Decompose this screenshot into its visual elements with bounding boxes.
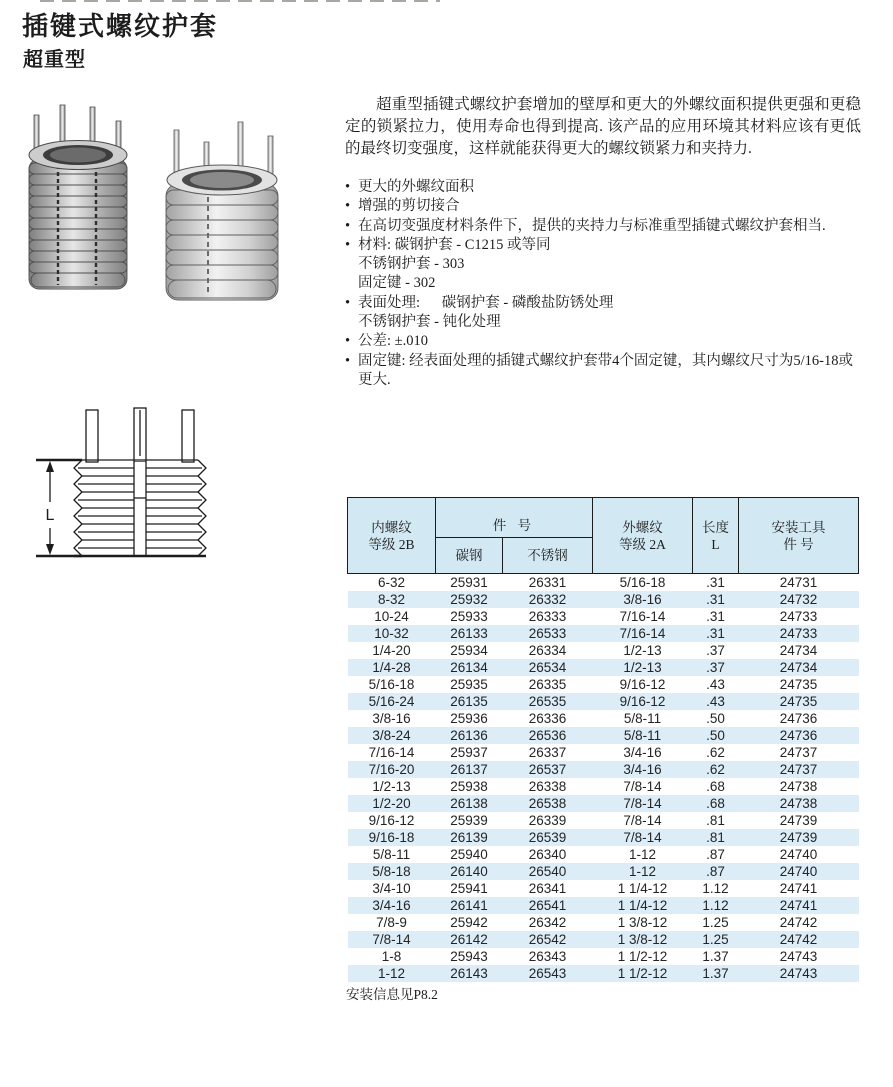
cell-length: 1.25 bbox=[702, 915, 729, 930]
cell-length: .31 bbox=[706, 592, 725, 607]
table-row bbox=[348, 625, 859, 642]
feature-line bbox=[345, 217, 865, 236]
cell-carbon-part: 25938 bbox=[450, 779, 488, 794]
cell-carbon-part: 26136 bbox=[450, 728, 488, 743]
cell-internal-thread: 7/8-14 bbox=[372, 932, 411, 947]
cell-external-thread: 9/16-12 bbox=[619, 694, 666, 709]
cell-external-thread: 5/8-11 bbox=[623, 711, 662, 726]
table-row bbox=[348, 574, 859, 592]
cell-length: .50 bbox=[706, 711, 725, 726]
dimension-label: L bbox=[45, 507, 55, 524]
cell-tool-part: 24740 bbox=[779, 864, 818, 879]
table-row bbox=[348, 880, 859, 897]
cell-external-thread: 5/8-11 bbox=[623, 728, 662, 743]
table-row bbox=[348, 744, 859, 761]
cell-external-thread: 1 1/4-12 bbox=[617, 898, 668, 913]
cell-tool-part: 24731 bbox=[779, 575, 818, 590]
header-external-line2: 等级 2A bbox=[619, 536, 666, 552]
cell-external-thread: 7/16-14 bbox=[619, 609, 666, 624]
cell-carbon-part: 26135 bbox=[450, 694, 488, 709]
cell-carbon-part: 25937 bbox=[450, 745, 488, 760]
cell-tool-part: 24741 bbox=[779, 881, 818, 896]
cell-external-thread: 3/4-16 bbox=[623, 745, 662, 760]
cell-stainless-part: 26342 bbox=[528, 915, 567, 930]
header-carbon-steel: 碳钢 bbox=[436, 538, 503, 574]
cell-external-thread: 3/8-16 bbox=[623, 592, 662, 607]
cell-length: .37 bbox=[706, 643, 725, 658]
insert-photo-dark bbox=[22, 103, 134, 297]
cell-external-thread: 7/16-14 bbox=[619, 626, 666, 641]
table-row bbox=[348, 965, 859, 982]
feature-line bbox=[345, 274, 865, 293]
cell-external-thread: 1 1/2-12 bbox=[617, 949, 668, 964]
cell-external-thread: 7/8-14 bbox=[623, 796, 662, 811]
cell-carbon-part: 25943 bbox=[450, 949, 488, 964]
table-row bbox=[348, 608, 859, 625]
cell-stainless-part: 26334 bbox=[528, 643, 567, 658]
cell-stainless-part: 26343 bbox=[528, 949, 567, 964]
cell-internal-thread: 10-32 bbox=[374, 626, 409, 641]
cell-tool-part: 24739 bbox=[779, 830, 818, 845]
cell-external-thread: 3/4-16 bbox=[623, 762, 662, 777]
table-row bbox=[348, 710, 859, 727]
table-row bbox=[348, 642, 859, 659]
cell-carbon-part: 25941 bbox=[450, 881, 488, 896]
cell-external-thread: 1 3/8-12 bbox=[617, 932, 668, 947]
cell-carbon-part: 25939 bbox=[450, 813, 488, 828]
cell-internal-thread: 5/16-18 bbox=[368, 677, 415, 692]
header-length-line1: 长度 bbox=[702, 519, 729, 535]
cell-length: .68 bbox=[706, 779, 725, 794]
table-row bbox=[348, 693, 859, 710]
header-stainless-steel: 不锈钢 bbox=[503, 538, 593, 574]
bullet-marker: • bbox=[345, 179, 351, 195]
cell-stainless-part: 26336 bbox=[528, 711, 567, 726]
cell-length: .43 bbox=[706, 677, 725, 692]
bullet-marker bbox=[345, 371, 358, 390]
cell-length: .81 bbox=[706, 830, 725, 845]
cell-stainless-part: 26541 bbox=[528, 898, 567, 913]
header-install-tool bbox=[739, 498, 859, 574]
cell-length: 1.12 bbox=[702, 898, 729, 913]
cell-internal-thread: 3/8-16 bbox=[372, 711, 411, 726]
feature-line bbox=[345, 294, 865, 313]
feature-text: 材料: 碳钢护套 - C1215 或等同 bbox=[358, 236, 551, 253]
feature-text: 不锈钢护套 - 303 bbox=[358, 256, 465, 273]
header-length bbox=[693, 498, 739, 574]
cell-length: 1.25 bbox=[702, 932, 729, 947]
cell-carbon-part: 25932 bbox=[450, 592, 488, 607]
header-internal-line1: 内螺纹 bbox=[371, 519, 412, 535]
cell-tool-part: 24743 bbox=[779, 949, 818, 964]
cell-tool-part: 24738 bbox=[779, 796, 818, 811]
cell-stainless-part: 26539 bbox=[528, 830, 567, 845]
cell-external-thread: 9/16-12 bbox=[619, 677, 666, 692]
feature-line bbox=[345, 313, 865, 332]
cell-length: .31 bbox=[706, 626, 725, 641]
cell-carbon-part: 25935 bbox=[450, 677, 488, 692]
table-row bbox=[348, 914, 859, 931]
cell-external-thread: 1 1/2-12 bbox=[617, 966, 668, 981]
cell-internal-thread: 1/4-20 bbox=[372, 643, 411, 658]
feature-line bbox=[345, 371, 865, 390]
cell-carbon-part: 25936 bbox=[450, 711, 488, 726]
cell-internal-thread: 1-12 bbox=[377, 966, 406, 981]
cell-internal-thread: 3/4-10 bbox=[372, 881, 411, 896]
cell-length: .87 bbox=[706, 864, 725, 879]
bullet-marker: • bbox=[345, 352, 351, 369]
cell-length: .87 bbox=[706, 847, 725, 862]
cell-carbon-part: 26134 bbox=[450, 660, 488, 675]
cell-carbon-part: 25931 bbox=[450, 575, 488, 590]
cell-stainless-part: 26543 bbox=[528, 966, 567, 981]
cell-carbon-part: 26142 bbox=[450, 932, 488, 947]
cell-length: 1.12 bbox=[702, 881, 729, 896]
table-row bbox=[348, 829, 859, 846]
cell-external-thread: 1-12 bbox=[628, 847, 657, 862]
feature-text: 公差: ±.010 bbox=[358, 333, 428, 350]
cell-tool-part: 24743 bbox=[779, 966, 818, 981]
cell-carbon-part: 25933 bbox=[450, 609, 488, 624]
cell-external-thread: 1 1/4-12 bbox=[617, 881, 668, 896]
table-row bbox=[348, 795, 859, 812]
cell-tool-part: 24732 bbox=[779, 592, 818, 607]
feature-line bbox=[345, 255, 865, 274]
cell-carbon-part: 25940 bbox=[450, 847, 488, 862]
feature-list bbox=[345, 178, 865, 390]
cell-external-thread: 1-12 bbox=[628, 864, 657, 879]
cell-length: 1.37 bbox=[702, 966, 729, 981]
bullet-marker: • bbox=[345, 217, 351, 234]
spec-table-body bbox=[348, 574, 859, 983]
bullet-marker: • bbox=[345, 198, 351, 215]
cell-carbon-part: 25942 bbox=[450, 915, 488, 930]
cell-tool-part: 24735 bbox=[779, 677, 818, 692]
spec-table-header bbox=[348, 498, 859, 574]
cell-internal-thread: 8-32 bbox=[377, 592, 406, 607]
cell-carbon-part: 26137 bbox=[450, 762, 488, 777]
cell-length: .62 bbox=[706, 762, 725, 777]
cell-tool-part: 24742 bbox=[779, 915, 818, 930]
cell-stainless-part: 26540 bbox=[528, 864, 567, 879]
cell-stainless-part: 26537 bbox=[528, 762, 567, 777]
cell-stainless-part: 26332 bbox=[528, 592, 567, 607]
cell-tool-part: 24734 bbox=[779, 660, 818, 675]
cell-length: .81 bbox=[706, 813, 725, 828]
cell-internal-thread: 1-8 bbox=[381, 949, 402, 964]
feature-line bbox=[345, 236, 865, 255]
cell-stainless-part: 26335 bbox=[528, 677, 567, 692]
cell-stainless-part: 26338 bbox=[528, 779, 567, 794]
feature-line bbox=[345, 332, 865, 351]
page-title: 插键式螺纹护套 bbox=[22, 11, 219, 41]
page-subtitle: 超重型 bbox=[23, 49, 86, 71]
cell-stainless-part: 26536 bbox=[528, 728, 567, 743]
cell-tool-part: 24742 bbox=[779, 932, 818, 947]
cell-carbon-part: 26139 bbox=[450, 830, 488, 845]
feature-text: 表面处理: 碳钢护套 - 磷酸盐防锈处理 bbox=[358, 294, 614, 311]
cell-external-thread: 7/8-14 bbox=[623, 779, 662, 794]
cell-tool-part: 24737 bbox=[779, 762, 818, 777]
cell-internal-thread: 3/4-16 bbox=[372, 898, 411, 913]
cell-tool-part: 24740 bbox=[779, 847, 818, 862]
cell-stainless-part: 26340 bbox=[528, 847, 567, 862]
cell-length: .31 bbox=[706, 575, 725, 590]
cell-internal-thread: 6-32 bbox=[377, 575, 406, 590]
cell-internal-thread: 7/16-14 bbox=[368, 745, 415, 760]
insert-photo-light bbox=[152, 116, 292, 308]
cell-internal-thread: 1/4-28 bbox=[372, 660, 411, 675]
cell-external-thread: 7/8-14 bbox=[623, 813, 662, 828]
header-internal-thread bbox=[348, 498, 436, 574]
cell-stainless-part: 26339 bbox=[528, 813, 567, 828]
cell-stainless-part: 26341 bbox=[528, 881, 567, 896]
cell-tool-part: 24736 bbox=[779, 711, 818, 726]
header-length-line2: L bbox=[711, 536, 720, 552]
bullet-marker: • bbox=[345, 236, 351, 253]
cell-internal-thread: 5/8-18 bbox=[372, 864, 411, 879]
cell-internal-thread: 10-24 bbox=[374, 609, 409, 624]
table-row bbox=[348, 812, 859, 829]
feature-text: 固定键 - 302 bbox=[358, 275, 436, 292]
cell-stainless-part: 26533 bbox=[528, 626, 567, 641]
cell-stainless-part: 26534 bbox=[528, 660, 567, 675]
cell-external-thread: 1/2-13 bbox=[623, 643, 662, 658]
cell-length: .50 bbox=[706, 728, 725, 743]
cell-external-thread: 5/16-18 bbox=[619, 575, 666, 590]
feature-text: 在高切变强度材料条件下，提供的夹持力与标准重型插键式螺纹护套相当. bbox=[358, 217, 826, 234]
cell-stainless-part: 26542 bbox=[528, 932, 567, 947]
cell-internal-thread: 7/16-20 bbox=[368, 762, 415, 777]
intro-paragraph: 超重型插键式螺纹护套增加的壁厚和更大的外螺纹面积提供更强和更稳定的锁紧拉力，使用寿命也得到提高. 该产品的应用环境其材料应该有更低的最终切变强度，这样就能获得更大的螺纹锁紧力和夹持力. bbox=[345, 96, 861, 157]
table-row bbox=[348, 863, 859, 880]
table-row bbox=[348, 676, 859, 693]
feature-line bbox=[345, 352, 865, 371]
table-row bbox=[348, 591, 859, 608]
cell-tool-part: 24739 bbox=[779, 813, 818, 828]
cell-tool-part: 24738 bbox=[779, 779, 818, 794]
cell-internal-thread: 7/8-9 bbox=[376, 915, 407, 930]
cell-external-thread: 7/8-14 bbox=[623, 830, 662, 845]
bullet-marker bbox=[345, 313, 358, 332]
header-part-number-group: 件 号 bbox=[436, 498, 593, 538]
feature-text: 增强的剪切接合 bbox=[358, 198, 460, 215]
cell-tool-part: 24733 bbox=[779, 609, 818, 624]
cell-internal-thread: 5/8-11 bbox=[372, 847, 411, 862]
feature-line bbox=[345, 197, 865, 216]
feature-text: 更大. bbox=[358, 371, 391, 388]
cell-internal-thread: 1/2-13 bbox=[372, 779, 411, 794]
table-row bbox=[348, 659, 859, 676]
spec-table bbox=[347, 497, 859, 982]
cell-stainless-part: 26337 bbox=[528, 745, 567, 760]
cell-stainless-part: 26333 bbox=[528, 609, 567, 624]
cell-internal-thread: 3/8-24 bbox=[372, 728, 411, 743]
header-tool-line2: 件 号 bbox=[783, 536, 814, 552]
cell-tool-part: 24733 bbox=[779, 626, 818, 641]
feature-text: 更大的外螺纹面积 bbox=[358, 179, 474, 195]
bullet-marker bbox=[345, 255, 358, 274]
cell-carbon-part: 25934 bbox=[450, 643, 488, 658]
cell-length: .37 bbox=[706, 660, 725, 675]
cell-tool-part: 24736 bbox=[779, 728, 818, 743]
cell-internal-thread: 9/16-18 bbox=[368, 830, 415, 845]
cell-carbon-part: 26138 bbox=[450, 796, 488, 811]
cell-length: 1.37 bbox=[702, 949, 729, 964]
cell-stainless-part: 26331 bbox=[528, 575, 567, 590]
cell-external-thread: 1 3/8-12 bbox=[617, 915, 668, 930]
cell-tool-part: 24737 bbox=[779, 745, 818, 760]
header-external-line1: 外螺纹 bbox=[622, 519, 663, 535]
cell-carbon-part: 26141 bbox=[450, 898, 488, 913]
table-row bbox=[348, 948, 859, 965]
bullet-marker bbox=[345, 274, 358, 293]
header-internal-line2: 等级 2B bbox=[368, 536, 415, 552]
cell-internal-thread: 1/2-20 bbox=[372, 796, 411, 811]
scan-edge-artifact bbox=[40, 0, 440, 2]
table-row bbox=[348, 931, 859, 948]
install-note: 安装信息见P8.2 bbox=[346, 987, 438, 1002]
feature-line bbox=[345, 178, 865, 197]
table-row bbox=[348, 727, 859, 744]
cell-carbon-part: 26143 bbox=[450, 966, 488, 981]
cell-length: .68 bbox=[706, 796, 725, 811]
cell-tool-part: 24734 bbox=[779, 643, 818, 658]
table-row bbox=[348, 761, 859, 778]
feature-text: 固定键: 经表面处理的插键式螺纹护套带4个固定键，其内螺纹尺寸为5/16-18或 bbox=[358, 352, 854, 369]
dimension-diagram bbox=[30, 398, 230, 576]
bullet-marker: • bbox=[345, 294, 351, 311]
cell-length: .43 bbox=[706, 694, 725, 709]
bullet-marker: • bbox=[345, 333, 351, 350]
cell-internal-thread: 5/16-24 bbox=[368, 694, 415, 709]
cell-carbon-part: 26133 bbox=[450, 626, 488, 641]
cell-length: .31 bbox=[706, 609, 725, 624]
table-row bbox=[348, 846, 859, 863]
cell-tool-part: 24741 bbox=[779, 898, 818, 913]
cell-length: .62 bbox=[706, 745, 725, 760]
cell-internal-thread: 9/16-12 bbox=[368, 813, 415, 828]
cell-carbon-part: 26140 bbox=[450, 864, 488, 879]
cell-stainless-part: 26535 bbox=[528, 694, 567, 709]
header-tool-line1: 安装工具 bbox=[771, 519, 826, 535]
table-row bbox=[348, 778, 859, 795]
table-row bbox=[348, 897, 859, 914]
cell-tool-part: 24735 bbox=[779, 694, 818, 709]
feature-text: 不锈钢护套 - 钝化处理 bbox=[358, 314, 501, 331]
cell-external-thread: 1/2-13 bbox=[623, 660, 662, 675]
header-external-thread bbox=[593, 498, 693, 574]
cell-stainless-part: 26538 bbox=[528, 796, 567, 811]
